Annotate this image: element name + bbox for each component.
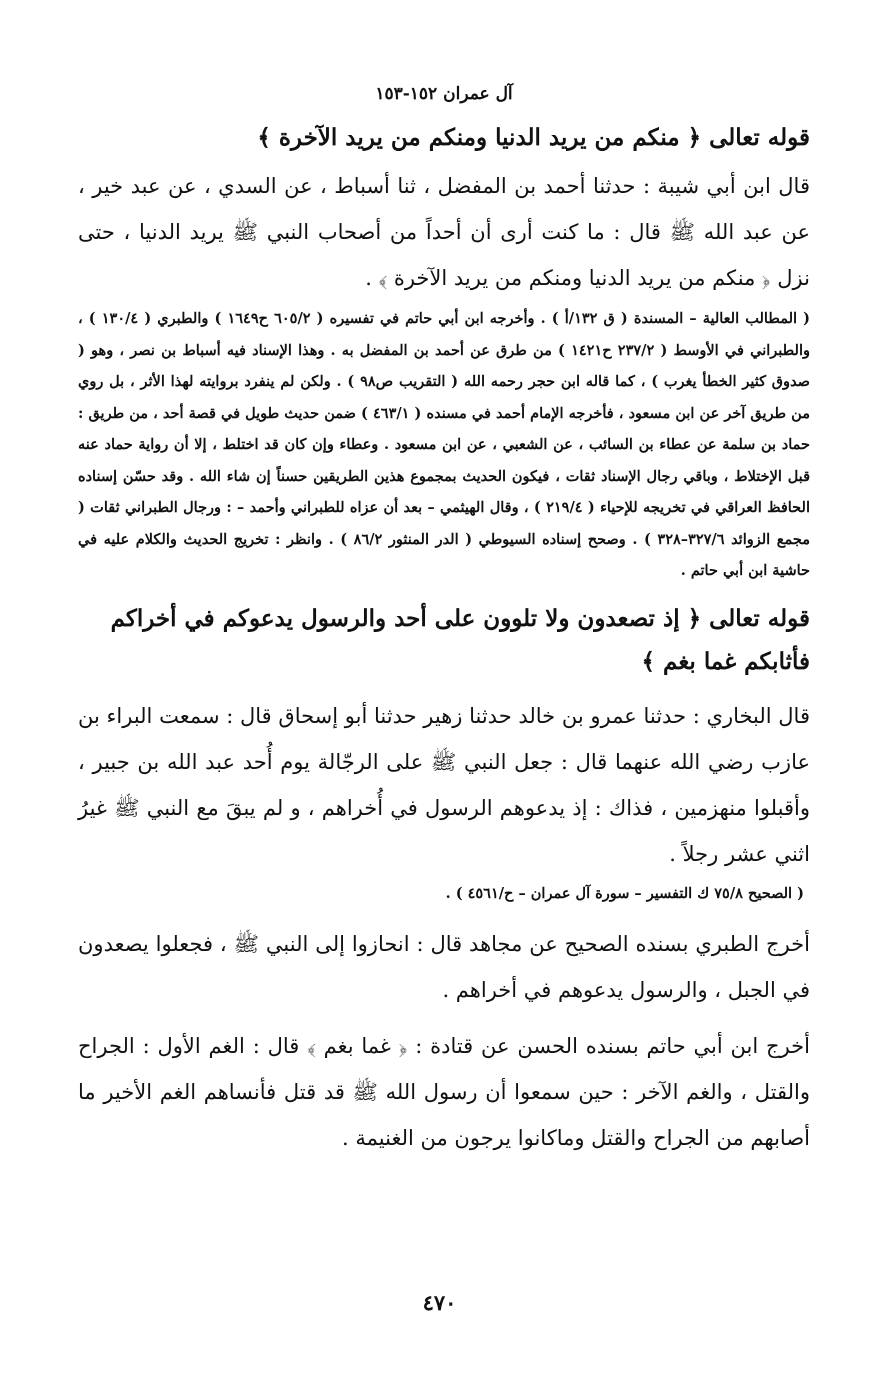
body-paragraph: أخرج ابن أبي حاتم بسنده الحسن عن قتادة : ﴿ غما بغم ﴾ قال : الغم الأول : الجراح والقتل ، والغم الآخر : حين سمعوا أن رسول الله ﷺ قد قتل فأنساهم الغم الأخير ما أصابهم من الجراح والقتل وماكانوا يرجون من الغنيمة . [78,1033,810,1150]
page-number: ٤٧٠ [422,1290,457,1315]
footnote-paragraph: ( المطالب العالية – المسندة ( ق ١٣٢/أ ) . وأخرجه ابن أبي حاتم في تفسيره ( ٦٠٥/٢ ح١٦٤٩ ) والطبري ( ١٣٠/٤ ) ، والطبراني في الأوسط ( ٢٣٧/٢ ح١٤٢١ ) من طرق عن أحمد بن المفضل به . وهذا الإسناد فيه أسباط بن نصر ، وهو ( صدوق كثير الخطأ يغرب ) ، كما قاله ابن حجر رحمه الله ( التقريب ص٩٨ ) . ولكن لم ينفرد بروايته لهذا الأثر ، بل روي من طريق آخر عن ابن مسعود ، فأخرجه الإمام أحمد في مسنده ( ٤٦٣/١ ) ضمن حديث طويل في قصة أحد ، من طريق : حماد بن سلمة عن عطاء بن السائب ، عن الشعبي ، عن ابن مسعود . وعطاء وإن كان قد اختلط ، إلا أن رواية حماد عنه قبل الإختلاط ، وباقي رجال الإسناد ثقات ، فيكون الحديث بمجموع هذين الطريقين حسناً إن شاء الله . وقد حسّن إسناده الحافظ العراقي في تخريجه للإحياء ( ٢١٩/٤ ) ، وقال الهيثمي – بعد أن عزاه للطبراني وأحمد – : ورجال الطبراني ثقات ( مجمع الزوائد ٣٢٧/٦–٣٢٨ ) . وصحح إسناده السيوطي ( الدر المنثور ٨٦/٢ ) . وانظر : تخريج الحديث والكلام عليه في حاشية ابن أبي حاتم . [78,310,810,579]
body-paragraph: قال ابن أبي شيبة : حدثنا أحمد بن المفضل ، ثنا أسباط ، عن السدي ، عن عبد خير ، عن عبد الله ﷺ قال : ما كنت أرى أن أحداً من أصحاب النبي ﷺ يريد الدنيا ، حتى نزل ﴿ منكم من يريد الدنيا ومنكم من يريد الآخرة ﴾ . [78,174,810,290]
running-header: آل عمران ١٥٢-١٥٣ [375,84,513,104]
page-content [78,80,810,1161]
footnote-paragraph: ( الصحيح ٧٥/٨ ك التفسير – سورة آل عمران – ح/٤٥٦١ ) . [445,884,804,902]
body-paragraph: قال البخاري : حدثنا عمرو بن خالد حدثنا زهير حدثنا أبو إسحاق قال : سمعت البراء بن عازب رضي الله عنهما قال : جعل النبي ﷺ على الرجّالة يوم أُحد عبد الله بن جبير ، وأقبلوا منهزمين ، فذاك : إذ يدعوهم الرسول في أُخراهم ، و لم يبقَ مع النبي ﷺ غيرُ اثني عشر رجلاً . [78,703,810,866]
section-heading: قوله تعالى ﴿ منكم من يريد الدنيا ومنكم من يريد الآخرة ﴾ [257,124,810,151]
section-heading: قوله تعالى ﴿ إذ تصعدون ولا تلوون على أحد والرسول يدعوكم في أخراكم فأثابكم غما بغم ﴾ [110,604,810,675]
body-paragraph: أخرج الطبري بسنده الصحيح عن مجاهد قال : انحازوا إلى النبي ﷺ ، فجعلوا يصعدون في الجبل ، والرسول يدعوهم في أخراهم . [78,931,810,1002]
